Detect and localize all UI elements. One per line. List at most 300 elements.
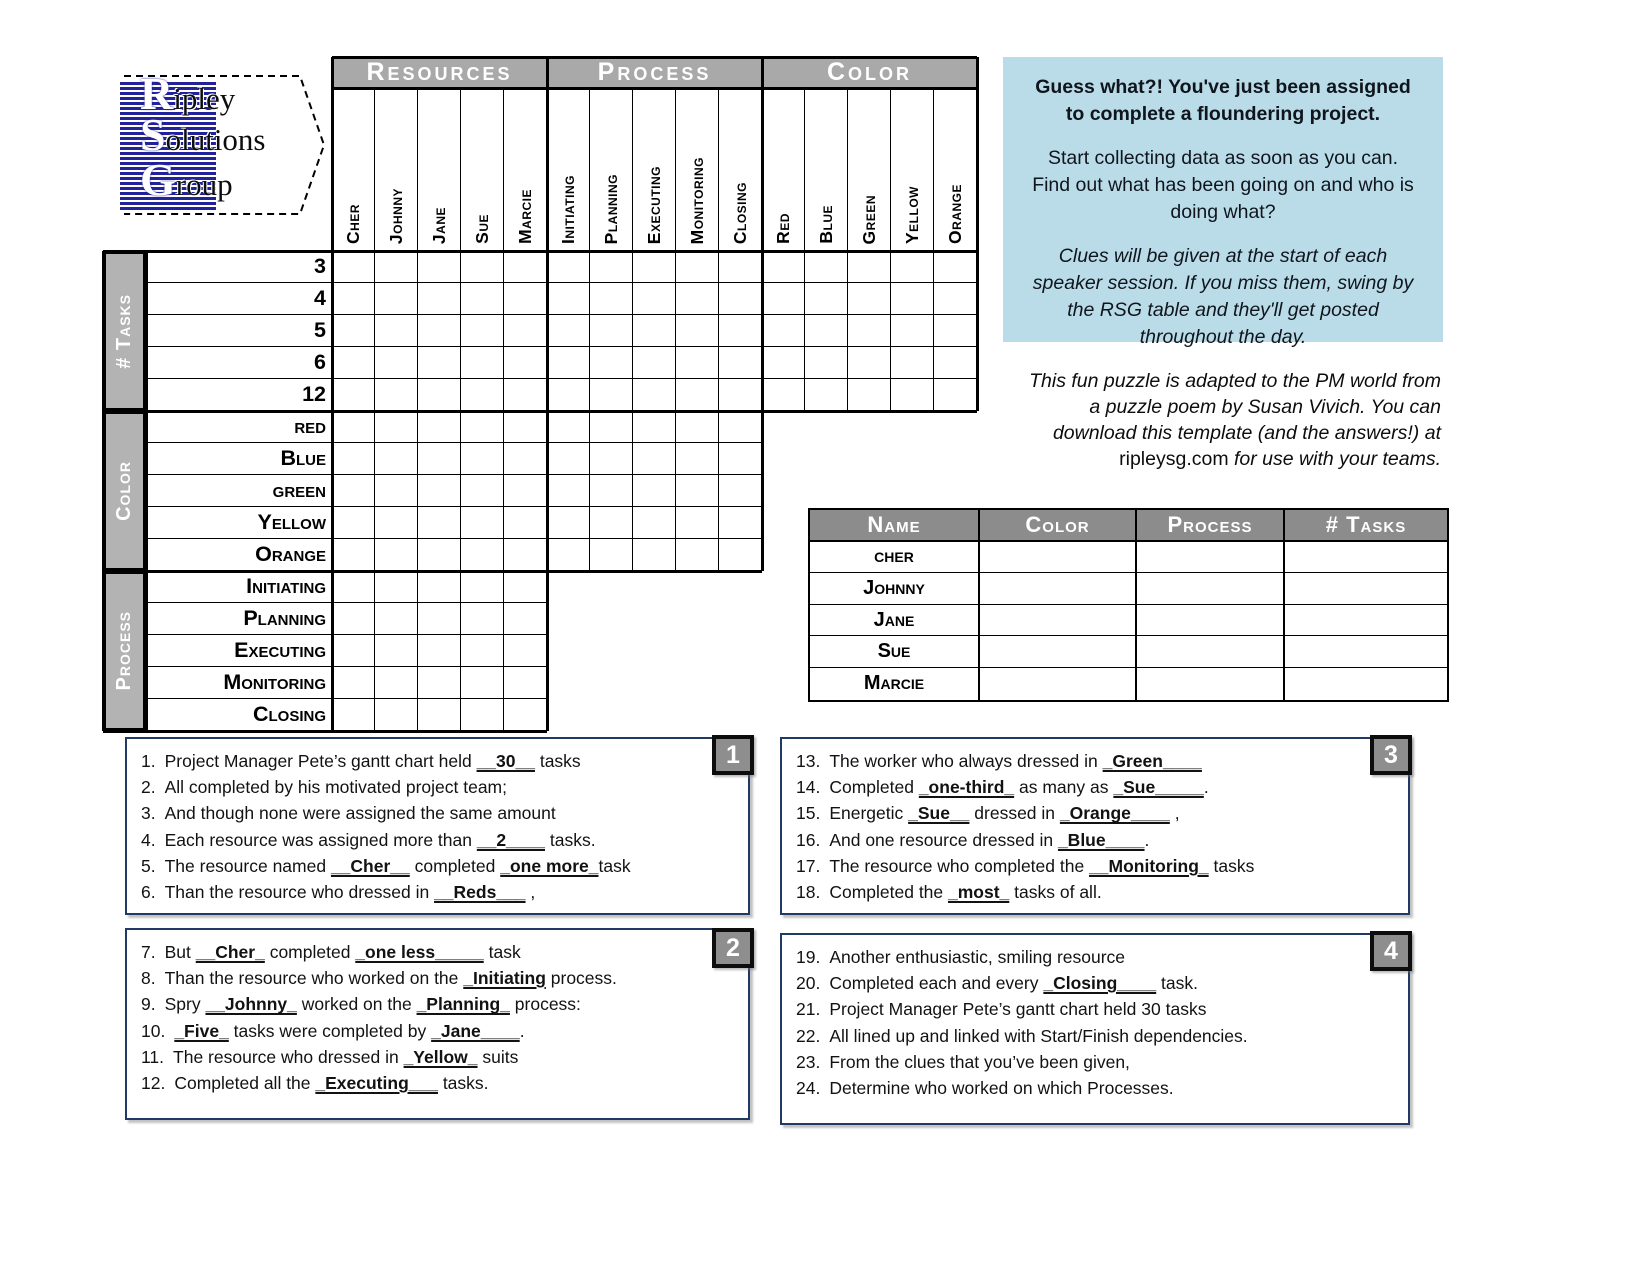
clue-text: task xyxy=(598,855,631,876)
clue-number: 24. xyxy=(796,1078,821,1099)
row-label: Planning xyxy=(146,603,332,635)
grid-cell[interactable] xyxy=(547,475,590,507)
clue-text: Energetic xyxy=(829,803,909,824)
grid-cell[interactable] xyxy=(332,475,375,507)
grid-cell[interactable] xyxy=(547,283,590,315)
clue-number: 1. xyxy=(141,751,156,771)
grid-cell[interactable] xyxy=(676,251,719,283)
grid-cell[interactable] xyxy=(805,315,848,347)
row-label: Orange xyxy=(146,539,332,571)
clue-text: tasks. xyxy=(437,1073,489,1094)
column-label-cell xyxy=(934,88,977,251)
grid-cell[interactable] xyxy=(418,251,461,283)
grid-cell[interactable] xyxy=(633,379,676,411)
grid-cell[interactable] xyxy=(848,251,891,283)
clue-box-4 xyxy=(780,933,1410,1125)
column-group-header-color xyxy=(762,57,977,88)
grid-cell[interactable] xyxy=(418,379,461,411)
grid-cell[interactable] xyxy=(547,443,590,475)
grid-cell[interactable] xyxy=(590,507,633,539)
column-group-header-label: Process xyxy=(597,58,712,86)
column-label-cell xyxy=(461,88,504,251)
clue-blank-answer: _Yellow_ xyxy=(403,1046,478,1067)
answer-cell[interactable] xyxy=(980,542,1137,574)
clue-text: Project Manager Pete’s gantt chart held xyxy=(164,751,477,771)
grid-cell[interactable] xyxy=(504,475,547,507)
clue-box-number-badge: 2 xyxy=(712,928,754,968)
grid-cell[interactable] xyxy=(461,571,504,603)
grid-cell[interactable] xyxy=(504,603,547,635)
grid-cell[interactable] xyxy=(504,411,547,443)
clue-line xyxy=(141,827,734,853)
column-label-cell xyxy=(332,88,375,251)
answer-cell[interactable] xyxy=(1137,668,1285,700)
answer-cell[interactable] xyxy=(980,573,1137,605)
grid-cell[interactable] xyxy=(332,347,375,379)
clue-blank-answer: __30__ xyxy=(476,751,535,771)
grid-cell[interactable] xyxy=(504,443,547,475)
column-label-cell xyxy=(418,88,461,251)
grid-cell[interactable] xyxy=(461,283,504,315)
grid-cell[interactable] xyxy=(375,251,418,283)
grid-rule xyxy=(332,87,977,90)
grid-cell[interactable] xyxy=(848,283,891,315)
grid-cell[interactable] xyxy=(418,539,461,571)
clue-text: tasks of all. xyxy=(1009,882,1102,903)
grid-cell[interactable] xyxy=(504,635,547,667)
grid-cell[interactable] xyxy=(805,251,848,283)
answer-cell[interactable] xyxy=(1285,542,1447,574)
info-box xyxy=(1003,57,1443,348)
grid-rule xyxy=(761,57,764,571)
clue-number: 13. xyxy=(796,751,821,771)
grid-cell[interactable] xyxy=(461,443,504,475)
grid-cell[interactable] xyxy=(633,475,676,507)
grid-cell[interactable] xyxy=(719,443,762,475)
grid-cell[interactable] xyxy=(848,347,891,379)
grid-cell[interactable] xyxy=(504,283,547,315)
clue-text: tasks xyxy=(1208,855,1255,876)
grid-cell[interactable] xyxy=(934,315,977,347)
logo-word-rest: roup xyxy=(175,167,233,202)
grid-cell[interactable] xyxy=(547,411,590,443)
grid-cell[interactable] xyxy=(332,443,375,475)
clue-line xyxy=(141,748,734,774)
clue-blank-answer: __Johnny_ xyxy=(205,994,297,1015)
grid-cell[interactable] xyxy=(633,283,676,315)
answer-row-name: Sue xyxy=(810,636,980,668)
grid-rule xyxy=(103,730,547,733)
answer-cell[interactable] xyxy=(1137,573,1285,605)
grid-cell[interactable] xyxy=(934,347,977,379)
grid-cell[interactable] xyxy=(719,283,762,315)
clue-blank-answer: _Executing___ xyxy=(315,1073,438,1094)
grid-cell[interactable] xyxy=(547,251,590,283)
clue-text: , xyxy=(525,882,536,903)
answer-cell[interactable] xyxy=(1137,542,1285,574)
clue-text: completed xyxy=(264,942,356,962)
row-label: Closing xyxy=(146,699,332,731)
grid-rule xyxy=(546,57,549,731)
grid-cell[interactable] xyxy=(719,475,762,507)
clue-box-3 xyxy=(780,737,1410,915)
answer-row-name: Marcie xyxy=(810,668,980,700)
clue-blank-answer: _Jane____ xyxy=(431,1020,520,1041)
grid-cell[interactable] xyxy=(461,507,504,539)
grid-cell[interactable] xyxy=(762,379,805,411)
clue-number: 5. xyxy=(141,855,156,876)
grid-cell[interactable] xyxy=(332,251,375,283)
answer-cell[interactable] xyxy=(980,636,1137,668)
clue-blank-answer: _Sue__ xyxy=(908,803,970,824)
column-label-cell xyxy=(590,88,633,251)
grid-cell[interactable] xyxy=(504,667,547,699)
grid-cell[interactable] xyxy=(504,251,547,283)
grid-cell[interactable] xyxy=(332,699,375,731)
clue-text: And one resource dressed in xyxy=(829,829,1058,850)
grid-cell[interactable] xyxy=(375,283,418,315)
grid-cell[interactable] xyxy=(891,251,934,283)
clue-blank-answer: _Blue____ xyxy=(1057,829,1145,850)
clue-blank-answer: __Cher__ xyxy=(330,855,410,876)
grid-cell[interactable] xyxy=(461,539,504,571)
grid-cell[interactable] xyxy=(762,283,805,315)
grid-cell[interactable] xyxy=(418,635,461,667)
logo-word-rest: ipley xyxy=(173,81,236,116)
column-label: Orange xyxy=(944,184,965,244)
grid-cell[interactable] xyxy=(590,347,633,379)
clue-line xyxy=(796,853,1394,879)
clue-text: as many as xyxy=(1014,777,1114,798)
grid-cell[interactable] xyxy=(461,251,504,283)
clue-number: 22. xyxy=(796,1025,821,1046)
grid-cell[interactable] xyxy=(633,251,676,283)
grid-cell[interactable] xyxy=(590,315,633,347)
grid-cell[interactable] xyxy=(332,507,375,539)
clue-number: 18. xyxy=(796,882,821,903)
grid-cell[interactable] xyxy=(676,283,719,315)
grid-cell[interactable] xyxy=(891,347,934,379)
clue-number: 20. xyxy=(796,973,821,994)
grid-cell[interactable] xyxy=(461,699,504,731)
column-label: Initiating xyxy=(557,175,578,244)
column-label-cell xyxy=(762,88,805,251)
grid-cell[interactable] xyxy=(719,251,762,283)
clue-line xyxy=(796,996,1394,1022)
grid-cell[interactable] xyxy=(332,667,375,699)
grid-cell[interactable] xyxy=(504,699,547,731)
clue-box-number-badge: 4 xyxy=(1370,931,1412,971)
clue-number: 3. xyxy=(141,803,156,824)
clue-text: Spry xyxy=(164,994,206,1015)
grid-cell[interactable] xyxy=(375,667,418,699)
answer-cell[interactable] xyxy=(1285,573,1447,605)
clue-line xyxy=(796,1049,1394,1075)
clue-line xyxy=(141,991,734,1017)
grid-cell[interactable] xyxy=(633,347,676,379)
grid-cell[interactable] xyxy=(418,283,461,315)
grid-cell[interactable] xyxy=(461,603,504,635)
clue-line xyxy=(141,879,734,905)
answer-cell[interactable] xyxy=(1137,605,1285,637)
clue-number: 11. xyxy=(141,1046,165,1067)
row-group-label-color xyxy=(103,411,146,571)
grid-cell[interactable] xyxy=(375,315,418,347)
grid-cell[interactable] xyxy=(418,603,461,635)
grid-cell[interactable] xyxy=(504,315,547,347)
grid-cell[interactable] xyxy=(719,507,762,539)
clue-line xyxy=(796,944,1394,970)
grid-cell[interactable] xyxy=(676,475,719,507)
clue-text: . xyxy=(1203,777,1209,798)
clue-line xyxy=(141,1070,734,1096)
grid-cell[interactable] xyxy=(934,379,977,411)
row-label: green xyxy=(146,475,332,507)
grid-cell[interactable] xyxy=(461,475,504,507)
grid-cell[interactable] xyxy=(504,539,547,571)
clue-number: 15. xyxy=(796,803,821,824)
logo-word-initial: G xyxy=(140,154,176,205)
grid-cell[interactable] xyxy=(504,571,547,603)
grid-cell[interactable] xyxy=(805,283,848,315)
grid-cell[interactable] xyxy=(461,667,504,699)
grid-cell[interactable] xyxy=(375,699,418,731)
clue-line xyxy=(141,1018,734,1044)
answer-cell[interactable] xyxy=(980,668,1137,700)
clue-text: . xyxy=(519,1020,525,1041)
clue-text: All lined up and linked with Start/Finish dependencies. xyxy=(829,1025,1248,1046)
grid-cell[interactable] xyxy=(719,411,762,443)
grid-cell[interactable] xyxy=(418,411,461,443)
row-label: 5 xyxy=(146,315,332,347)
grid-rule xyxy=(332,56,977,59)
grid-cell[interactable] xyxy=(719,347,762,379)
grid-cell[interactable] xyxy=(590,411,633,443)
clue-line xyxy=(141,965,734,991)
grid-cell[interactable] xyxy=(375,379,418,411)
clue-text: From the clues that you’ve been given, xyxy=(829,1051,1130,1072)
grid-cell[interactable] xyxy=(418,315,461,347)
grid-cell[interactable] xyxy=(504,347,547,379)
clue-text: process. xyxy=(545,968,617,989)
answer-cell[interactable] xyxy=(980,605,1137,637)
grid-cell[interactable] xyxy=(461,315,504,347)
grid-cell[interactable] xyxy=(676,347,719,379)
row-label: Yellow xyxy=(146,507,332,539)
grid-cell[interactable] xyxy=(934,251,977,283)
grid-cell[interactable] xyxy=(719,315,762,347)
row-label: 4 xyxy=(146,283,332,315)
grid-cell[interactable] xyxy=(547,539,590,571)
grid-cell[interactable] xyxy=(590,475,633,507)
column-group-header-label: Color xyxy=(826,58,913,86)
grid-cell[interactable] xyxy=(504,507,547,539)
clue-box-number-badge: 3 xyxy=(1370,735,1412,775)
clue-blank-answer: _Sue_____ xyxy=(1113,777,1204,798)
grid-rule xyxy=(103,570,762,573)
column-label: Green xyxy=(858,194,879,244)
grid-cell[interactable] xyxy=(590,251,633,283)
grid-cell[interactable] xyxy=(891,379,934,411)
credit-text xyxy=(1013,368,1441,472)
grid-cell[interactable] xyxy=(461,411,504,443)
grid-cell[interactable] xyxy=(590,379,633,411)
row-label: red xyxy=(146,411,332,443)
answer-cell[interactable] xyxy=(1285,636,1447,668)
clue-number: 6. xyxy=(141,882,156,903)
grid-cell[interactable] xyxy=(547,315,590,347)
clue-number: 7. xyxy=(141,942,156,962)
grid-cell[interactable] xyxy=(375,411,418,443)
clue-text: The resource who completed the xyxy=(829,855,1090,876)
grid-cell[interactable] xyxy=(504,379,547,411)
grid-cell[interactable] xyxy=(375,635,418,667)
grid-cell[interactable] xyxy=(590,539,633,571)
column-label: Yellow xyxy=(901,186,922,244)
clue-number: 12. xyxy=(141,1073,166,1094)
grid-cell[interactable] xyxy=(891,283,934,315)
grid-cell[interactable] xyxy=(762,315,805,347)
grid-rule xyxy=(102,251,105,731)
grid-cell[interactable] xyxy=(633,539,676,571)
grid-cell[interactable] xyxy=(375,475,418,507)
grid-cell[interactable] xyxy=(719,539,762,571)
grid-cell[interactable] xyxy=(805,347,848,379)
column-group-header-process xyxy=(547,57,762,88)
info-note: Clues will be given at the start of each speaker session. If you miss them, swing by the RSG table and they'll get posted throughout the day. xyxy=(1032,245,1414,348)
clue-blank-answer: _Planning_ xyxy=(416,994,510,1015)
grid-rule xyxy=(145,251,148,731)
grid-cell[interactable] xyxy=(676,379,719,411)
column-label-cell xyxy=(848,88,891,251)
grid-cell[interactable] xyxy=(590,283,633,315)
row-group-label-process xyxy=(103,571,146,731)
clue-text: worked on the xyxy=(296,994,417,1015)
grid-cell[interactable] xyxy=(762,251,805,283)
grid-cell[interactable] xyxy=(332,571,375,603)
grid-cell[interactable] xyxy=(418,571,461,603)
grid-cell[interactable] xyxy=(375,603,418,635)
clue-line xyxy=(141,800,734,826)
grid-cell[interactable] xyxy=(934,283,977,315)
grid-cell[interactable] xyxy=(418,667,461,699)
grid-cell[interactable] xyxy=(418,699,461,731)
grid-cell[interactable] xyxy=(375,443,418,475)
column-label: Planning xyxy=(600,173,621,244)
column-label: Sue xyxy=(471,214,492,244)
clue-number: 10. xyxy=(141,1020,166,1041)
column-label: Blue xyxy=(815,205,836,244)
grid-cell[interactable] xyxy=(332,379,375,411)
clue-number: 16. xyxy=(796,829,821,850)
grid-cell[interactable] xyxy=(633,443,676,475)
grid-cell[interactable] xyxy=(676,507,719,539)
answer-row-name: cher xyxy=(810,542,980,574)
grid-cell[interactable] xyxy=(332,539,375,571)
logo-word-initial: S xyxy=(140,109,166,160)
clue-line xyxy=(141,939,734,965)
credit-before: This fun puzzle is adapted to the PM world from a puzzle poem by Susan Vivich. You can download this template (and the answers!) at xyxy=(1029,370,1441,444)
grid-cell[interactable] xyxy=(375,507,418,539)
column-label: Monitoring xyxy=(686,156,707,244)
clue-line xyxy=(141,774,734,800)
row-label: 12 xyxy=(146,379,332,411)
grid-cell[interactable] xyxy=(848,315,891,347)
grid-cell[interactable] xyxy=(633,315,676,347)
grid-cell[interactable] xyxy=(375,539,418,571)
grid-cell[interactable] xyxy=(332,603,375,635)
clue-line xyxy=(796,774,1394,800)
logo-word-initial: R xyxy=(140,68,174,119)
grid-cell[interactable] xyxy=(633,411,676,443)
row-label: Monitoring xyxy=(146,667,332,699)
clue-text: tasks xyxy=(534,751,581,771)
grid-cell[interactable] xyxy=(633,507,676,539)
grid-cell[interactable] xyxy=(590,443,633,475)
clue-blank-answer: _one-third_ xyxy=(918,777,1015,798)
grid-cell[interactable] xyxy=(332,635,375,667)
grid-cell[interactable] xyxy=(848,379,891,411)
grid-cell[interactable] xyxy=(762,347,805,379)
grid-cell[interactable] xyxy=(375,571,418,603)
clue-text: tasks. xyxy=(545,829,596,850)
clue-text: dressed in xyxy=(969,803,1060,824)
grid-cell[interactable] xyxy=(418,475,461,507)
grid-cell[interactable] xyxy=(461,635,504,667)
answer-row-name: Jane xyxy=(810,605,980,637)
grid-cell[interactable] xyxy=(418,347,461,379)
clue-text: task. xyxy=(1156,973,1199,994)
grid-cell[interactable] xyxy=(332,315,375,347)
answer-cell[interactable] xyxy=(1285,605,1447,637)
column-label-cell xyxy=(891,88,934,251)
grid-cell[interactable] xyxy=(547,507,590,539)
grid-cell[interactable] xyxy=(461,347,504,379)
credit-site: ripleysg.com xyxy=(1119,448,1229,470)
clue-text: Determine who worked on which Processes. xyxy=(829,1078,1174,1099)
grid-cell[interactable] xyxy=(375,347,418,379)
clue-text: But xyxy=(164,942,196,962)
grid-cell[interactable] xyxy=(461,379,504,411)
row-label: 3 xyxy=(146,251,332,283)
grid-cell[interactable] xyxy=(418,443,461,475)
grid-cell[interactable] xyxy=(676,443,719,475)
grid-cell[interactable] xyxy=(332,283,375,315)
answer-cell[interactable] xyxy=(1285,668,1447,700)
grid-cell[interactable] xyxy=(418,507,461,539)
answer-cell[interactable] xyxy=(1137,636,1285,668)
grid-cell[interactable] xyxy=(676,315,719,347)
grid-cell[interactable] xyxy=(719,379,762,411)
grid-cell[interactable] xyxy=(547,379,590,411)
grid-cell[interactable] xyxy=(332,411,375,443)
grid-cell[interactable] xyxy=(805,379,848,411)
clue-box-number-badge: 1 xyxy=(712,735,754,775)
row-group-label-tasks xyxy=(103,251,146,411)
grid-rule xyxy=(103,250,977,253)
info-heading: Guess what?! You've just been assigned to complete a floundering project. xyxy=(1035,76,1411,125)
answer-table xyxy=(808,508,1449,702)
grid-rule xyxy=(103,410,977,413)
grid-cell[interactable] xyxy=(547,347,590,379)
clue-text: The resource who dressed in xyxy=(173,1046,404,1067)
grid-cell[interactable] xyxy=(676,411,719,443)
clue-number: 8. xyxy=(141,968,156,989)
column-label: Jane xyxy=(428,206,449,244)
grid-cell[interactable] xyxy=(676,539,719,571)
grid-cell[interactable] xyxy=(891,315,934,347)
answer-row-name: Johnny xyxy=(810,573,980,605)
